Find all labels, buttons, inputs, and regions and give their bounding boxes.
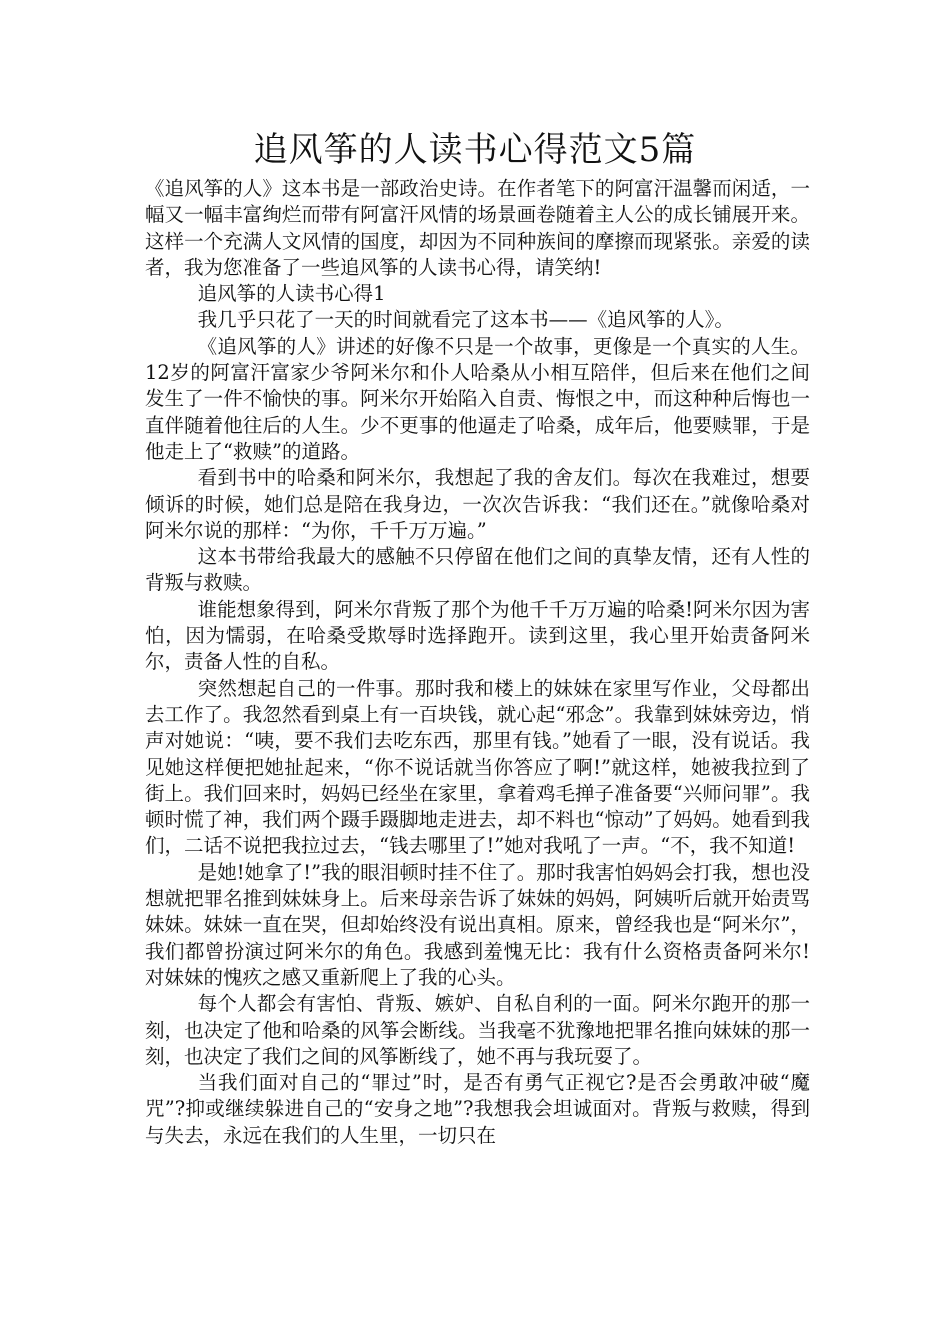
section-heading: 追风筝的人读书心得1	[197, 282, 386, 306]
body-paragraph: 是她!她拿了!”我的眼泪顿时挂不住了。那时我害怕妈妈会打我，想也没想就把罪名推到妹妹身上。后来母亲告诉了妹妹的妈妈，阿姨听后就开始责骂妹妹。妹妹一直在哭，但却始终没有说出真相。原来，曾经我也是“阿米尔”，我们都曾扮演过阿米尔的角色。我感到羞愧无比：我有什么资格责备阿米尔!对妹妹的愧疚之感又重新爬上了我的心头。	[145, 860, 810, 989]
document-body	[145, 176, 810, 1149]
body-paragraph: 这本书带给我最大的感触不只停留在他们之间的真挚友情，还有人性的背叛与救赎。	[145, 545, 810, 595]
body-paragraph: 突然想起自己的一件事。那时我和楼上的妹妹在家里写作业，父母都出去工作了。我忽然看到桌上有一百块钱，就心起“邪念”。我靠到妹妹旁边，悄声对她说：“咦，要不我们去吃东西，那里有钱。”她看了一眼，没有说话。我见她这样便把她扯起来，“你不说话就当你答应了啊!”就这样，她被我拉到了街上。我们回来时，妈妈已经坐在家里，拿着鸡毛掸子准备要“兴师问罪”。我顿时慌了神，我们两个蹑手蹑脚地走进去，却不料也“惊动”了妈妈。她看到我们，二话不说把我拉过去，“钱去哪里了!”她对我吼了一声。“不，我不知道!	[145, 676, 810, 858]
body-paragraph: 当我们面对自己的“罪过”时，是否有勇气正视它?是否会勇敢冲破“魔咒”?抑或继续躲进自己的“安身之地”?我想我会坦诚面对。背叛与救赎，得到与失去，永远在我们的人生里，一切只在	[145, 1071, 810, 1147]
body-paragraph: 我几乎只花了一天的时间就看完了这本书——《追风筝的人》。	[197, 308, 734, 332]
body-paragraph: 《追风筝的人》讲述的好像不只是一个故事，更像是一个真实的人生。12岁的阿富汗富家少爷阿米尔和仆人哈桑从小相互陪伴，但后来在他们之间发生了一件不愉快的事。阿米尔开始陷入自责、悔恨之中，而这种种后悔也一直伴随着他往后的人生。少不更事的他逼走了哈桑，成年后，他要赎罪，于是他走上了“救赎”的道路。	[145, 334, 810, 463]
document-title: 追风筝的人读书心得范文5篇	[253, 130, 697, 170]
body-paragraph: 每个人都会有害怕、背叛、嫉妒、自私自利的一面。阿米尔跑开的那一刻，也决定了他和哈桑的风筝会断线。当我毫不犹豫地把罪名推向妹妹的那一刻，也决定了我们之间的风筝断线了，她不再与我玩耍了。	[145, 992, 810, 1068]
intro-paragraph: 《追风筝的人》这本书是一部政治史诗。在作者笔下的阿富汗温馨而闲适，一幅又一幅丰富绚烂而带有阿富汗风情的场景画卷随着主人公的成长铺展开来。这样一个充满人文风情的国度，却因为不同种族间的摩擦而现紧张。亲爱的读者，我为您准备了一些追风筝的人读书心得，请笑纳!	[145, 177, 810, 279]
body-paragraph: 谁能想象得到，阿米尔背叛了那个为他千千万万遍的哈桑!阿米尔因为害怕，因为懦弱，在哈桑受欺辱时选择跑开。读到这里，我心里开始责备阿米尔，责备人性的自私。	[145, 597, 810, 674]
body-paragraph: 看到书中的哈桑和阿米尔，我想起了我的舍友们。每次在我难过，想要倾诉的时候，她们总是陪在我身边，一次次告诉我：“我们还在。”就像哈桑对阿米尔说的那样：“为你，千千万万遍。”	[145, 466, 810, 542]
